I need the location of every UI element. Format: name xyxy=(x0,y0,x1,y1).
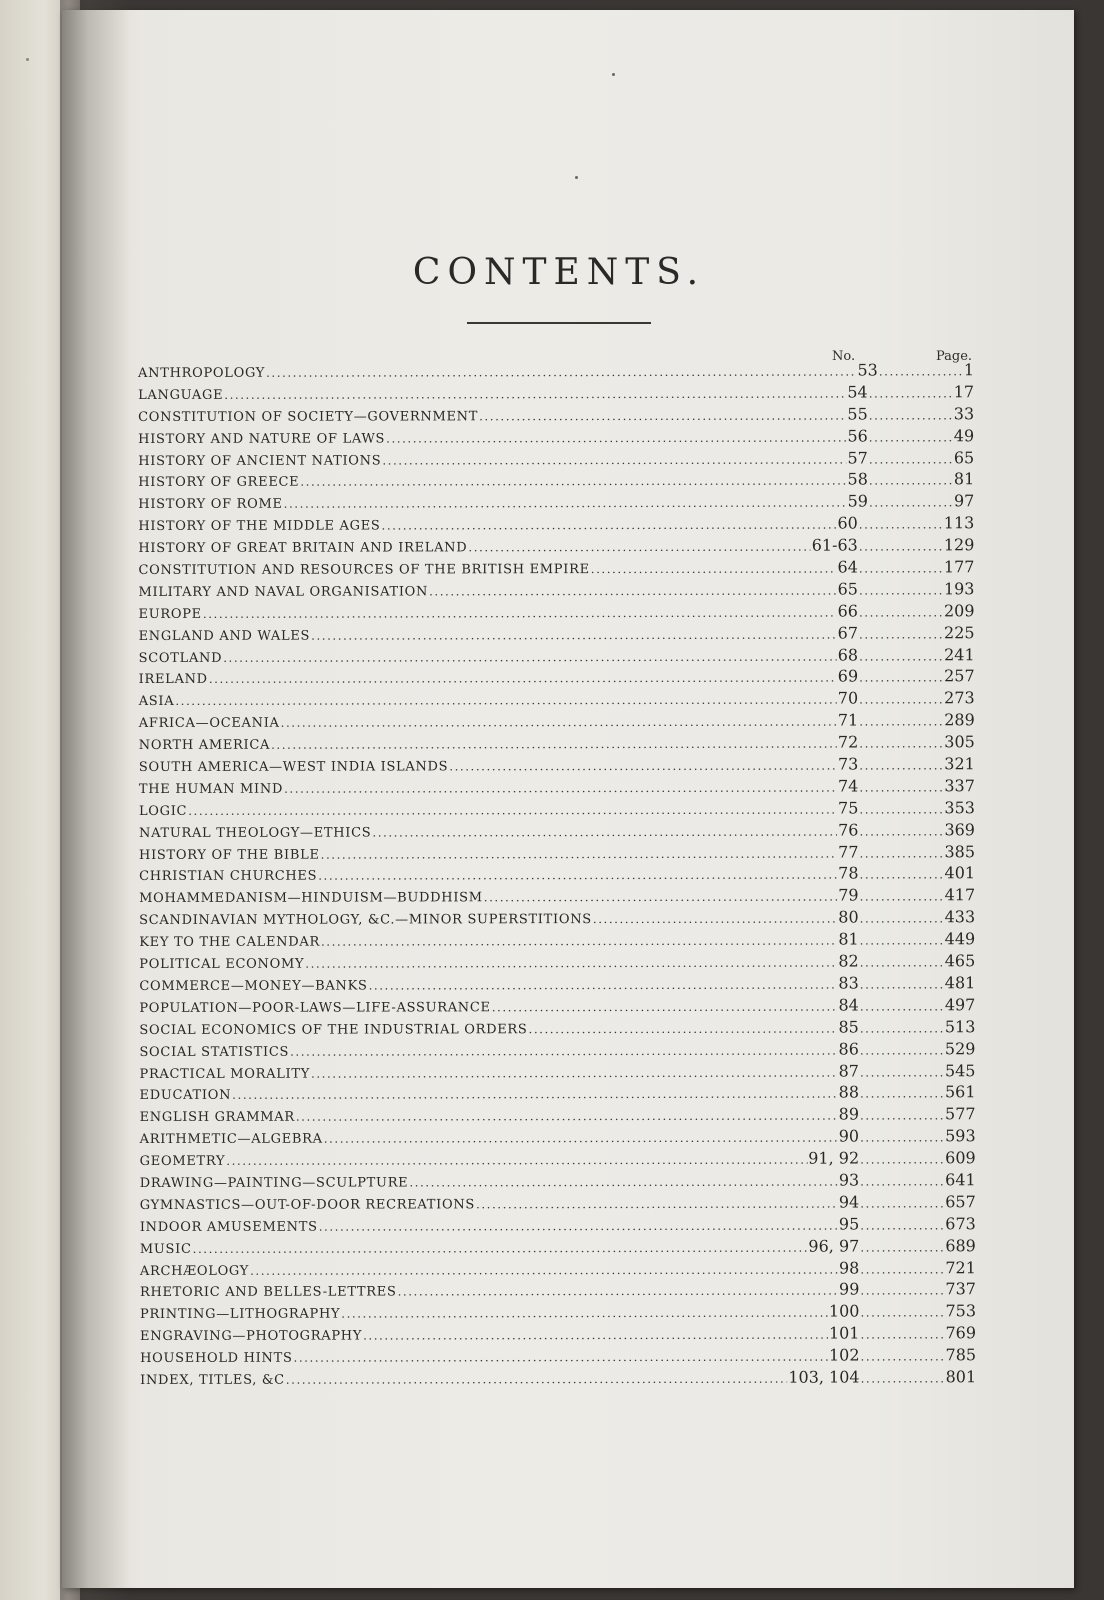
contents-entry xyxy=(138,448,974,472)
dot-leader xyxy=(859,802,943,816)
entry-title: HOUSEHOLD HINTS xyxy=(140,1350,293,1367)
entry-page: 385 xyxy=(944,841,976,861)
dot-leader xyxy=(296,1109,838,1124)
entry-title: POPULATION—POOR-LAWS—LIFE-ASSURANCE xyxy=(139,1000,491,1016)
dot-leader xyxy=(341,1306,828,1321)
dot-leader xyxy=(193,1240,808,1255)
entry-title: ENGRAVING—PHOTOGRAPHY xyxy=(140,1328,363,1345)
entry-number: 75 xyxy=(838,798,859,818)
entry-page: 737 xyxy=(945,1279,976,1299)
entry-page: 721 xyxy=(945,1257,976,1277)
dot-leader xyxy=(290,1043,837,1058)
dot-leader xyxy=(860,933,944,947)
entry-page: 433 xyxy=(944,907,976,927)
entry-page: 65 xyxy=(953,447,975,467)
entry-number: 67 xyxy=(837,623,859,643)
entry-page: 257 xyxy=(944,666,975,686)
dot-leader xyxy=(869,452,953,466)
dot-leader xyxy=(484,890,837,905)
entry-title: GYMNASTICS—OUT-OF-DOOR RECREATIONS xyxy=(139,1197,476,1213)
dot-leader xyxy=(363,1328,828,1343)
contents-entry xyxy=(140,1083,976,1107)
entry-title: THE HUMAN MIND xyxy=(138,781,284,797)
contents-entry xyxy=(139,776,975,800)
entry-title: ENGLAND AND WALES xyxy=(138,628,311,644)
dot-leader xyxy=(859,649,943,663)
contents-entry xyxy=(139,886,975,910)
dot-leader xyxy=(284,780,837,795)
dot-leader xyxy=(271,737,837,752)
entry-number: 79 xyxy=(838,885,859,905)
dot-leader xyxy=(860,1240,944,1254)
dot-leader xyxy=(382,518,837,533)
entry-page: 577 xyxy=(945,1104,976,1124)
entry-page: 561 xyxy=(944,1082,976,1102)
entry-number: 68 xyxy=(837,645,859,665)
dot-leader xyxy=(175,693,836,708)
contents-entry xyxy=(139,732,975,756)
contents-entry xyxy=(139,601,975,625)
dot-leader xyxy=(869,474,953,488)
entry-title: LOGIC xyxy=(138,803,188,819)
entry-page: 417 xyxy=(944,885,976,905)
dot-leader xyxy=(860,890,944,904)
paper-speck xyxy=(575,176,578,179)
dot-leader xyxy=(203,605,837,620)
dot-leader xyxy=(294,1350,828,1365)
entry-page: 289 xyxy=(944,710,975,730)
entry-page: 321 xyxy=(944,754,975,774)
contents-entry xyxy=(140,1236,976,1260)
entry-title: MILITARY AND NAVAL ORGANISATION xyxy=(138,584,429,600)
entry-title: NORTH AMERICA xyxy=(138,737,271,754)
contents-entry xyxy=(139,1061,975,1085)
dot-leader xyxy=(860,955,944,969)
entry-number: 98 xyxy=(838,1258,860,1278)
dot-leader xyxy=(859,561,943,575)
dot-leader xyxy=(859,583,943,597)
dot-leader xyxy=(869,430,953,444)
dot-leader xyxy=(305,956,837,971)
dot-leader xyxy=(859,605,943,619)
entry-number: 55 xyxy=(847,404,868,424)
entry-title: CONSTITUTION AND RESOURCES OF THE BRITISH EMPIRE xyxy=(138,562,590,579)
entry-title: PRACTICAL MORALITY xyxy=(139,1066,311,1082)
contents-list xyxy=(138,360,976,1391)
dot-leader xyxy=(860,1174,944,1188)
dot-leader xyxy=(593,912,837,927)
dot-leader xyxy=(860,1218,944,1232)
dot-leader xyxy=(859,824,943,838)
contents-entry xyxy=(138,426,974,450)
dot-leader xyxy=(869,386,953,400)
dot-leader xyxy=(859,539,943,553)
entry-title: INDOOR AMUSEMENTS xyxy=(139,1219,318,1235)
contents-entry xyxy=(140,1105,976,1129)
contents-entry xyxy=(139,842,975,866)
dot-leader xyxy=(860,1130,944,1144)
dot-leader xyxy=(321,934,837,949)
entry-page: 17 xyxy=(953,382,975,402)
dot-leader xyxy=(860,1328,944,1342)
entry-number: 64 xyxy=(837,557,858,577)
paper-speck xyxy=(26,58,29,61)
entry-page: 353 xyxy=(944,798,975,818)
dot-leader xyxy=(209,671,837,686)
entry-number: 59 xyxy=(847,491,868,511)
entry-number: 90 xyxy=(838,1126,860,1146)
entry-title: IRELAND xyxy=(138,672,208,688)
entry-page: 497 xyxy=(944,995,976,1015)
contents-entry xyxy=(139,689,975,713)
entry-title: HISTORY AND NATURE OF LAWS xyxy=(138,431,386,447)
entry-number: 76 xyxy=(838,820,859,840)
contents-entry xyxy=(140,1214,976,1238)
entry-page: 369 xyxy=(944,819,976,840)
entry-page: 465 xyxy=(944,951,976,971)
entry-number: 102 xyxy=(828,1345,860,1365)
entry-page: 769 xyxy=(945,1323,977,1343)
dot-leader xyxy=(859,846,943,860)
contents-entry xyxy=(140,1170,976,1194)
dot-leader xyxy=(382,452,846,467)
entry-page: 273 xyxy=(944,688,975,708)
dot-leader xyxy=(859,715,943,729)
dot-leader xyxy=(429,583,837,598)
entry-number: 70 xyxy=(837,688,859,708)
dot-leader xyxy=(869,496,953,510)
contents-entry xyxy=(138,492,974,516)
dot-leader xyxy=(859,518,943,532)
entry-number: 60 xyxy=(837,513,858,533)
entry-title: PRINTING—LITHOGRAPHY xyxy=(139,1306,341,1323)
entry-title: AFRICA—OCEANIA xyxy=(138,715,280,732)
contents-entry xyxy=(140,1280,976,1304)
dot-leader xyxy=(479,408,846,423)
dot-leader xyxy=(869,408,953,422)
dot-leader xyxy=(386,430,846,445)
contents-entry xyxy=(138,360,974,384)
entry-title: RHETORIC AND BELLES-LETTRES xyxy=(139,1284,397,1301)
entry-page: 193 xyxy=(943,579,975,599)
entry-page: 241 xyxy=(944,644,975,664)
dot-leader xyxy=(860,1284,944,1298)
entry-page: 1 xyxy=(963,360,975,380)
contents-entry xyxy=(139,798,975,822)
contents-entry xyxy=(140,1302,976,1326)
entry-title: CONSTITUTION OF SOCIETY—GOVERNMENT xyxy=(138,409,479,425)
contents-entry xyxy=(139,710,975,734)
entry-title: EUROPE xyxy=(138,606,202,622)
entry-page: 209 xyxy=(943,601,975,621)
dot-leader xyxy=(311,1065,838,1080)
dot-leader xyxy=(859,693,943,707)
dot-leader xyxy=(879,364,963,378)
contents-entry xyxy=(140,1192,976,1216)
contents-entry xyxy=(138,470,974,494)
entry-number: 89 xyxy=(838,1104,860,1124)
dot-leader xyxy=(284,496,847,511)
dot-leader xyxy=(372,824,837,839)
dot-leader xyxy=(409,1174,837,1189)
entry-page: 177 xyxy=(943,557,975,577)
entry-number: 73 xyxy=(837,754,859,774)
entry-title: HISTORY OF GREAT BRITAIN AND IRELAND xyxy=(138,540,468,557)
entry-title: NATURAL THEOLOGY—ETHICS xyxy=(138,825,372,841)
dot-leader xyxy=(861,1349,945,1363)
dot-leader xyxy=(311,627,837,642)
contents-entry xyxy=(139,667,975,691)
dot-leader xyxy=(476,1196,838,1211)
dot-leader xyxy=(319,1218,838,1233)
entry-number: 53 xyxy=(857,360,878,380)
dot-leader xyxy=(250,1262,838,1277)
dot-leader xyxy=(860,912,944,926)
entry-number: 71 xyxy=(837,710,859,730)
contents-entry xyxy=(139,645,975,669)
entry-page: 81 xyxy=(953,469,975,489)
entry-number: 69 xyxy=(837,666,859,687)
entry-page: 785 xyxy=(945,1345,977,1365)
entry-title: ASIA xyxy=(138,694,175,710)
dot-leader xyxy=(591,562,837,577)
column-header-page: Page. xyxy=(936,349,973,364)
dot-leader xyxy=(369,977,838,992)
entry-title: INDEX, TITLES, &C xyxy=(140,1372,285,1388)
contents-entry xyxy=(140,1323,976,1347)
entry-title: MUSIC xyxy=(139,1241,192,1257)
entry-number: 85 xyxy=(838,1017,859,1037)
contents-entry xyxy=(138,382,974,406)
entry-number: 61-63 xyxy=(811,535,858,555)
dot-leader xyxy=(860,1065,944,1079)
contents-entry xyxy=(138,579,974,603)
contents-entry xyxy=(140,1345,976,1369)
dot-leader xyxy=(528,1021,837,1036)
dot-leader xyxy=(188,802,837,817)
contents-entry xyxy=(139,864,975,888)
contents-entry xyxy=(139,929,975,953)
entry-page: 49 xyxy=(953,425,975,445)
dot-leader xyxy=(321,846,837,861)
entry-title: HISTORY OF ROME xyxy=(138,497,283,513)
entry-page: 641 xyxy=(945,1170,976,1190)
entry-title: POLITICAL ECONOMY xyxy=(139,956,305,973)
entry-number: 96, 97 xyxy=(808,1236,860,1256)
contents-entry xyxy=(139,623,975,647)
page-title: CONTENTS. xyxy=(412,252,706,293)
dot-leader xyxy=(492,999,838,1014)
dot-leader xyxy=(286,1372,788,1387)
entry-page: 305 xyxy=(944,732,975,752)
entry-number: 82 xyxy=(838,951,859,971)
entry-page: 801 xyxy=(945,1367,977,1387)
dot-leader xyxy=(859,671,943,685)
entry-title: HISTORY OF THE MIDDLE AGES xyxy=(138,518,381,535)
entry-page: 401 xyxy=(944,863,976,883)
entry-page: 449 xyxy=(944,929,976,949)
entry-page: 113 xyxy=(943,513,975,533)
contents-entry xyxy=(138,535,974,559)
entry-title: SCANDINAVIAN MYTHOLOGY, &C.—MINOR SUPERSTITIONS xyxy=(139,912,592,929)
dot-leader xyxy=(860,1306,944,1320)
entry-number: 101 xyxy=(828,1323,860,1343)
entry-title: ARCHÆOLOGY xyxy=(139,1263,250,1279)
entry-title: CHRISTIAN CHURCHES xyxy=(139,869,318,885)
dot-leader xyxy=(266,364,856,379)
entry-page: 337 xyxy=(944,776,975,796)
entry-number: 74 xyxy=(837,776,859,796)
column-header-no: No. xyxy=(832,349,856,364)
dot-leader xyxy=(281,715,837,730)
entry-page: 97 xyxy=(953,491,975,511)
paper-speck xyxy=(612,73,615,76)
dot-leader xyxy=(232,1087,837,1102)
entry-number: 84 xyxy=(838,995,859,1015)
entry-title: SCOTLAND xyxy=(138,650,223,666)
entry-page: 129 xyxy=(943,535,975,555)
contents-entry xyxy=(140,1367,976,1391)
entry-number: 66 xyxy=(837,601,858,621)
entry-number: 72 xyxy=(837,732,859,752)
entry-title: HISTORY OF THE BIBLE xyxy=(139,847,320,863)
entry-number: 54 xyxy=(847,382,868,402)
entry-title: MOHAMMEDANISM—HINDUISM—BUDDHISM xyxy=(139,890,483,907)
entry-title: ENGLISH GRAMMAR xyxy=(139,1109,295,1126)
dot-leader xyxy=(860,1196,944,1210)
contents-entry xyxy=(139,754,975,778)
dot-leader xyxy=(860,1087,944,1101)
contents-entry xyxy=(138,404,974,428)
entry-number: 81 xyxy=(838,929,859,949)
dot-leader xyxy=(860,1021,944,1035)
dot-leader xyxy=(861,1371,945,1385)
dot-leader xyxy=(449,759,837,774)
entry-page: 609 xyxy=(945,1148,976,1168)
dot-leader xyxy=(223,649,837,664)
title-rule xyxy=(467,322,651,324)
entry-page: 657 xyxy=(945,1192,976,1212)
dot-leader xyxy=(300,474,846,489)
entry-title: LANGUAGE xyxy=(138,387,224,403)
entry-title: SOCIAL ECONOMICS OF THE INDUSTRIAL ORDERS xyxy=(139,1021,528,1038)
dot-leader xyxy=(224,386,846,401)
entry-number: 100 xyxy=(828,1301,860,1321)
dot-leader xyxy=(860,999,944,1013)
entry-number: 65 xyxy=(837,579,858,599)
dot-leader xyxy=(860,868,944,882)
entry-number: 88 xyxy=(838,1082,860,1102)
entry-number: 77 xyxy=(838,842,859,862)
dot-leader xyxy=(226,1153,807,1168)
entry-page: 225 xyxy=(944,622,975,642)
contents-entry xyxy=(138,557,974,581)
entry-number: 86 xyxy=(838,1039,859,1059)
spine-shadow xyxy=(60,0,130,1600)
entry-title: ANTHROPOLOGY xyxy=(138,365,266,381)
entry-number: 95 xyxy=(838,1214,860,1234)
entry-number: 91, 92 xyxy=(808,1148,860,1168)
contents-entry xyxy=(139,951,975,975)
contents-entry xyxy=(139,820,975,844)
entry-title: SOUTH AMERICA—WEST INDIA ISLANDS xyxy=(138,759,449,776)
dot-leader xyxy=(859,627,943,641)
contents-entry xyxy=(139,1017,975,1041)
entry-page: 673 xyxy=(945,1213,976,1234)
entry-number: 83 xyxy=(838,973,859,993)
dot-leader xyxy=(468,540,810,555)
dot-leader xyxy=(860,977,944,991)
entry-title: DRAWING—PAINTING—SCULPTURE xyxy=(139,1175,409,1191)
entry-page: 513 xyxy=(944,1016,976,1037)
entry-number: 80 xyxy=(838,907,859,927)
dot-leader xyxy=(859,736,943,750)
entry-number: 58 xyxy=(847,469,868,489)
contents-entry xyxy=(139,973,975,997)
dot-leader xyxy=(860,1262,944,1276)
entry-title: SOCIAL STATISTICS xyxy=(139,1044,290,1060)
contents-entry xyxy=(139,1039,975,1063)
entry-number: 99 xyxy=(839,1279,860,1299)
entry-title: ARITHMETIC—ALGEBRA xyxy=(139,1131,323,1148)
entry-number: 103, 104 xyxy=(788,1367,860,1387)
dot-leader xyxy=(859,758,943,772)
entry-page: 529 xyxy=(944,1038,976,1058)
entry-number: 87 xyxy=(838,1060,859,1081)
entry-page: 545 xyxy=(944,1060,976,1080)
entry-page: 689 xyxy=(945,1235,976,1255)
entry-page: 753 xyxy=(945,1301,977,1321)
dot-leader xyxy=(324,1131,838,1146)
entry-title: KEY TO THE CALENDAR xyxy=(139,934,320,951)
contents-entry xyxy=(138,513,974,537)
entry-title: HISTORY OF ANCIENT NATIONS xyxy=(138,453,382,469)
entry-number: 57 xyxy=(847,448,868,468)
dot-leader xyxy=(859,780,943,794)
entry-title: HISTORY OF GREECE xyxy=(138,475,300,491)
entry-title: COMMERCE—MONEY—BANKS xyxy=(139,978,368,994)
entry-number: 56 xyxy=(847,426,868,446)
entry-title: EDUCATION xyxy=(139,1088,232,1104)
entry-number: 94 xyxy=(838,1192,860,1212)
dot-leader xyxy=(398,1284,838,1299)
dot-leader xyxy=(860,1152,944,1166)
contents-entry xyxy=(139,995,975,1019)
entry-title: GEOMETRY xyxy=(139,1153,226,1170)
contents-entry xyxy=(139,908,975,932)
entry-page: 593 xyxy=(945,1126,976,1146)
contents-entry xyxy=(140,1258,976,1282)
dot-leader xyxy=(318,868,837,883)
contents-entry xyxy=(140,1148,976,1172)
entry-number: 78 xyxy=(838,863,859,884)
dot-leader xyxy=(860,1043,944,1057)
entry-number: 93 xyxy=(838,1170,860,1190)
entry-page: 33 xyxy=(953,404,975,424)
contents-entry xyxy=(140,1126,976,1150)
dot-leader xyxy=(860,1109,944,1123)
entry-page: 481 xyxy=(944,973,976,993)
